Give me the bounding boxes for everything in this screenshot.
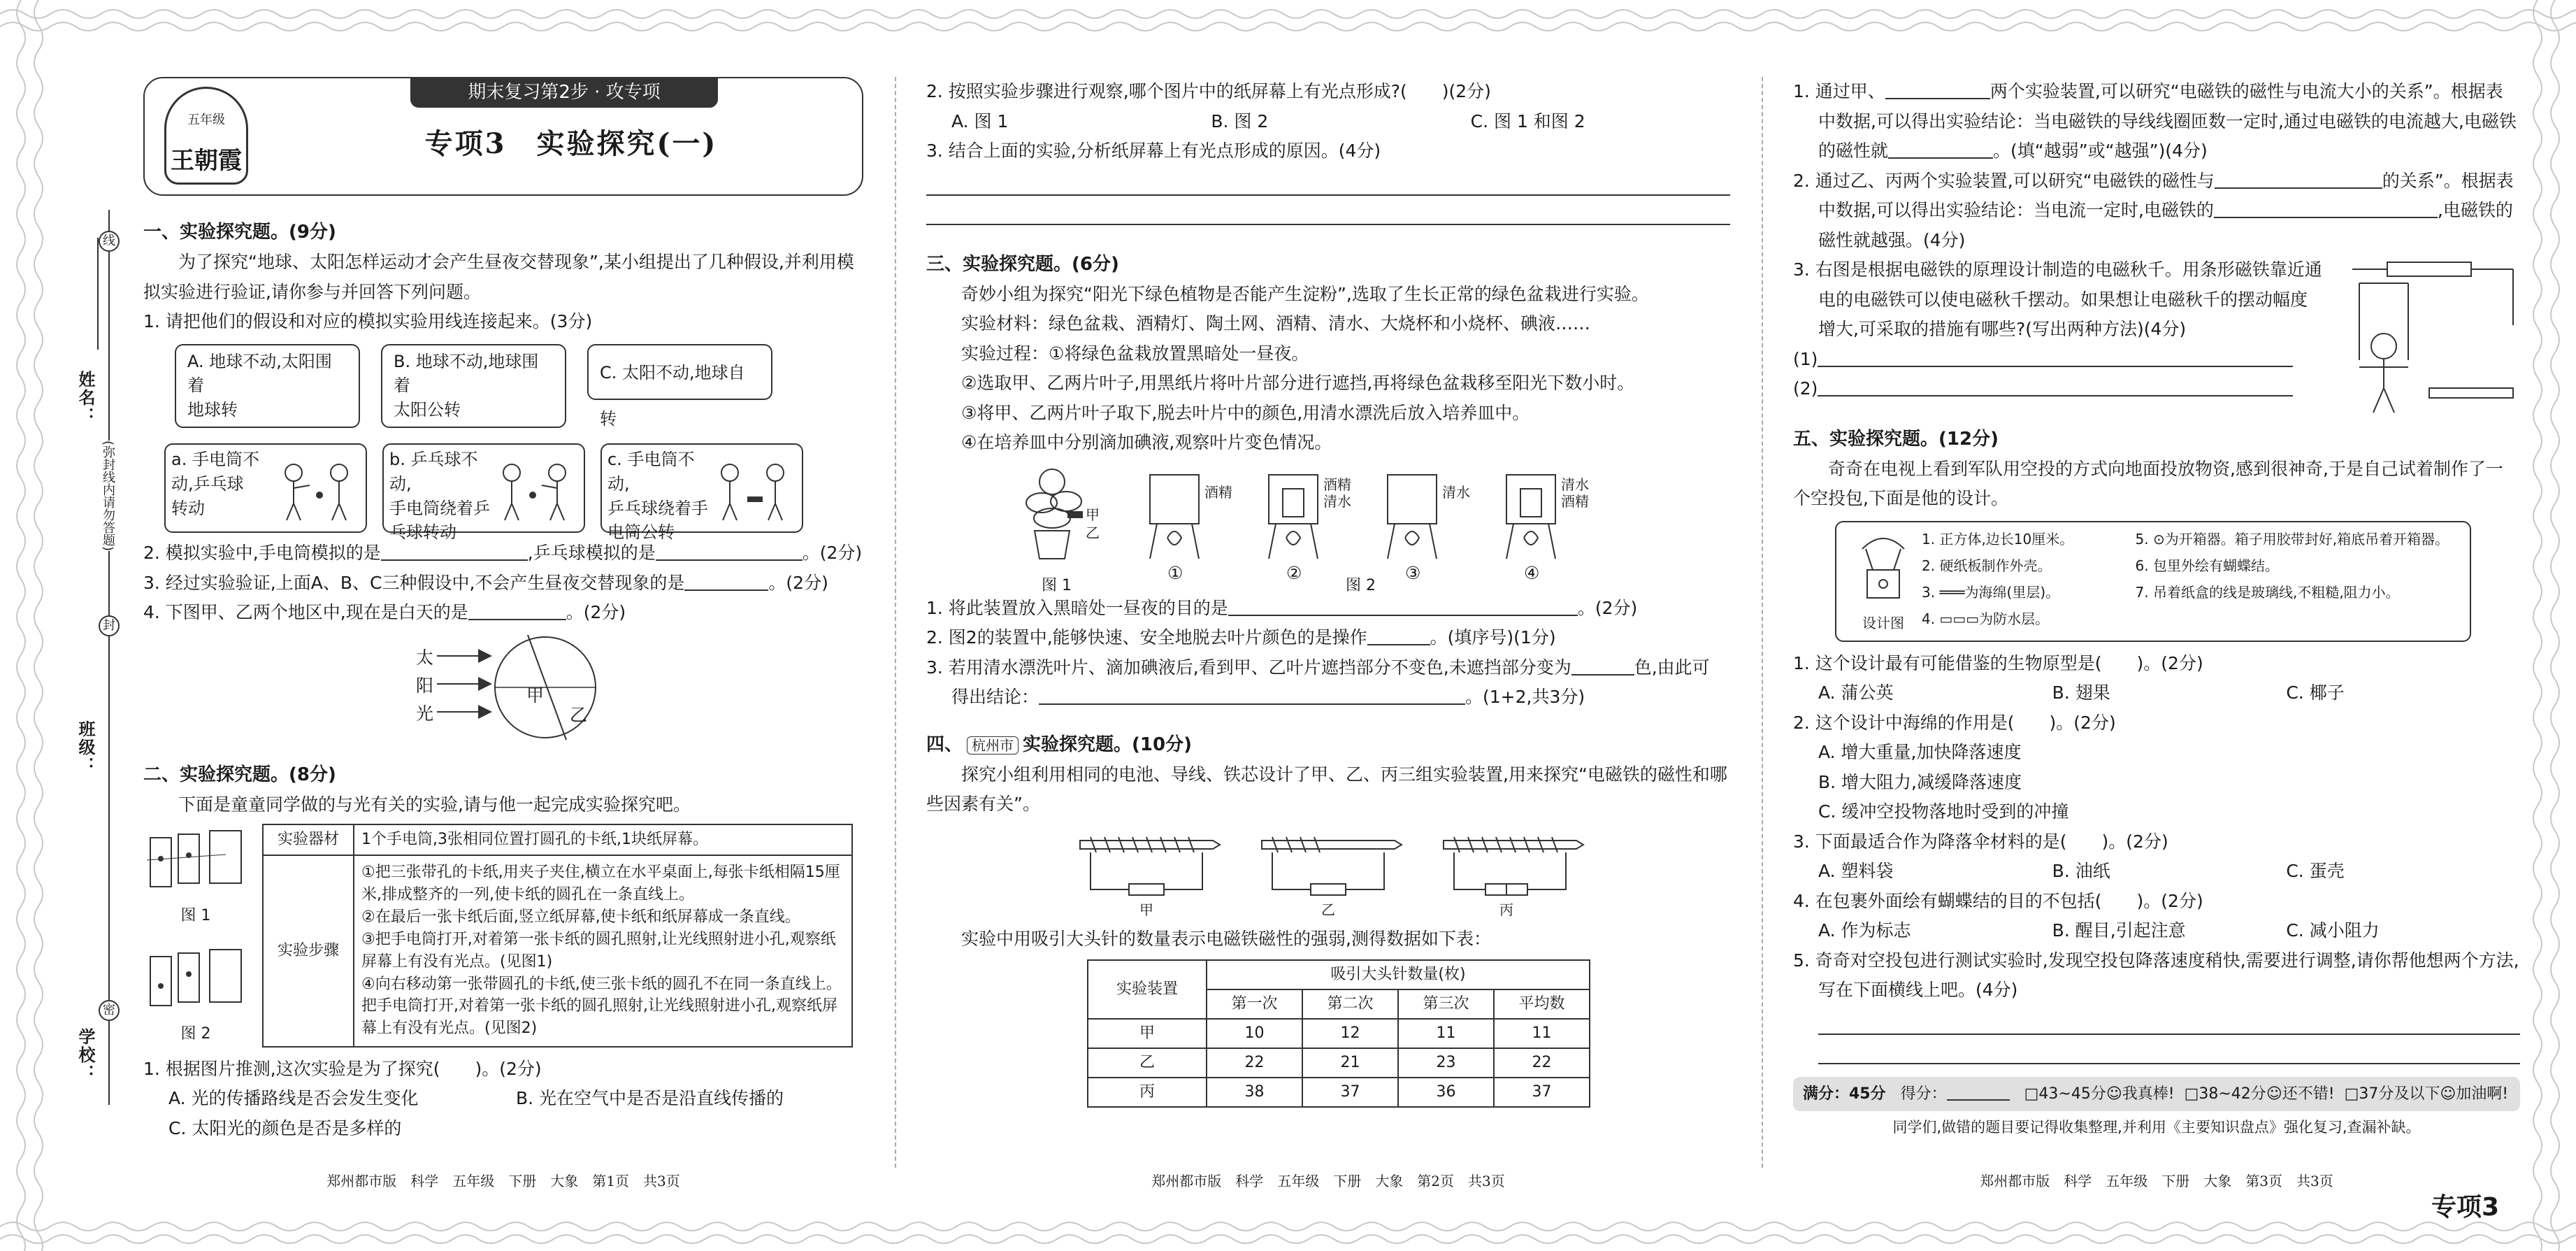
question-text: 3. 结合上面的实验,分析纸屏幕上有光点形成的原因。(4分)	[926, 141, 1381, 161]
table-intro: 实验中用吸引大头针的数量表示电磁铁磁性的强弱,测得数据如下表：	[961, 928, 1491, 949]
smiley-icon: ☺	[2266, 1085, 2282, 1103]
table-header: 第二次	[1302, 989, 1398, 1019]
hypothesis-boxes	[175, 344, 863, 428]
top-wave-border	[0, 0, 2576, 66]
review-ribbon: 期末复习第2步 · 攻专项	[410, 77, 718, 108]
page-column-3	[1793, 77, 2520, 1189]
setup-label: 甲	[1139, 901, 1153, 918]
electromagnet-setups	[1073, 820, 1730, 924]
light-experiment-block	[143, 824, 863, 1048]
section-title: 一、实验探究题。(9分)	[143, 222, 336, 243]
logo-grade: 五年级	[187, 113, 225, 127]
smiley-icon: ☺	[2106, 1085, 2122, 1103]
title-banner	[143, 77, 863, 196]
table-header: 第三次	[1398, 989, 1494, 1019]
card-holes-figure-1	[143, 824, 248, 894]
kids-flashlight-illustration	[494, 460, 578, 523]
hypothesis-a[interactable]: A. 地球不动,太阳围着 地球转	[175, 344, 360, 428]
sun-label: 太	[416, 647, 434, 668]
kids-flashlight-illustration	[712, 460, 796, 523]
score-bar: 满分：45分 得分： □43~45分☺我真棒! □38~42分☺还不错! □37分及以下☺加油啊!	[1793, 1077, 2520, 1111]
page-footer: 郑州都市版 科学 五年级 下册 大象 第1页 共3页	[326, 1173, 680, 1189]
option[interactable]: B. 增大阻力,减缓降落速度	[1818, 771, 2022, 792]
page-footer: 郑州都市版 科学 五年级 下册 大象 第2页 共3页	[1151, 1173, 1505, 1189]
class-label: 班级：	[75, 720, 95, 775]
sun-label: 阳	[416, 675, 434, 696]
question-text: 2. 按照实验步骤进行观察,哪个图片中的纸屏幕上有光点形成?( )(2分)	[926, 81, 1491, 101]
option[interactable]: A. 作为标志	[1818, 920, 1911, 941]
binding-mark-secret: 密	[99, 1000, 120, 1021]
design-note: 5. ⊙为开箱器。箱子用胶带封好,箱底吊着开箱器。	[2135, 530, 2449, 548]
simulation-boxes	[164, 443, 863, 543]
beaker-label: 清水	[1442, 483, 1470, 501]
leaf-jia-label: 甲	[1086, 506, 1100, 523]
table-header: 实验步骤	[263, 855, 354, 1047]
experiment-table	[262, 824, 853, 1048]
name-label: 姓名：	[75, 371, 95, 425]
answer-options	[143, 1114, 863, 1144]
option[interactable]: A. 蒲公英	[1818, 682, 1894, 703]
electromagnetic-swing-icon	[2331, 255, 2520, 423]
hypothesis-b[interactable]: B. 地球不动,地球围着 太阳公转	[381, 344, 566, 428]
design-label: 设计图	[1862, 614, 1904, 631]
beaker-label: 酒精 清水	[1323, 476, 1351, 510]
column-divider	[895, 77, 896, 1168]
table-row: 丙 38 37 36 37	[1088, 1078, 1590, 1107]
answer-options	[926, 107, 1730, 137]
answer-options	[1793, 768, 2520, 798]
section-intro: 奇妙小组为探究“阳光下绿色植物是否能产生淀粉”,选取了生长正常的绿色盆栽进行实验。	[961, 283, 1649, 304]
section-title: 三、实验探究题。(6分)	[926, 253, 1119, 275]
answer-line[interactable]	[926, 196, 1730, 225]
question-text: 1. 请把他们的假设和对应的模拟实验用线连接起来。(3分)	[143, 311, 593, 332]
question-text: 1. 将此装置放入黑暗处一昼夜的目的是 。(2分)	[926, 597, 1638, 618]
answer-line[interactable]	[926, 166, 1730, 196]
option[interactable]: A. 光的传播路线是否会发生变化	[168, 1088, 419, 1109]
design-note: 4. ▭▭▭为防水层。	[1922, 610, 2050, 628]
table-row: 甲 10 12 11 11	[1088, 1019, 1590, 1048]
review-tip: 同学们,做错的题目要记得收集整理,并利用《主要知识盘点》强化复习,查漏补缺。	[1892, 1119, 2421, 1136]
binding-mark-seal: 封	[99, 615, 120, 636]
question-text: 2. 通过乙、丙两个实验装置,可以研究“电磁铁的磁性与 的关系”。根据表中数据,可以得出实验结论：当电流一定时,电磁铁的 ,电磁铁的磁性就越强。(4分)	[1793, 170, 2514, 250]
option[interactable]: B. 光在空气中是否是沿直线传播的	[516, 1088, 784, 1109]
leaf-yi-label: 乙	[1086, 524, 1100, 541]
table-header: 实验装置	[1088, 960, 1207, 1019]
answer-options	[1793, 738, 2520, 768]
figure-caption: 图 1	[180, 906, 211, 924]
question-text: 1. 根据图片推测,这次实验是为了探究( )。(2分)	[143, 1058, 542, 1079]
smiley-icon: ☺	[2440, 1085, 2456, 1103]
simulation-b[interactable]	[382, 443, 585, 543]
option[interactable]: C. 蛋壳	[2286, 861, 2345, 882]
design-note: 6. 包里外绘有蝴蝶结。	[2135, 557, 2279, 574]
step-number: ④	[1524, 562, 1540, 583]
score-tier[interactable]: □43~45分	[2024, 1085, 2106, 1103]
question-text: 3. 经过实验验证,上面A、B、C三种假设中,不会产生昼夜交替现象的是 。(2分)	[143, 572, 828, 593]
option[interactable]: C. 太阳光的颜色是否是多样的	[168, 1117, 402, 1138]
question-text: 3. 右图是根据电磁铁的原理设计制造的电磁秋千。用条形磁铁靠近通电的电磁铁可以使电磁秋千摆动。如果想让电磁秋千的摆动幅度增大,可采取的措施有哪些?(写出两种方法)(4分)	[1793, 259, 2322, 339]
question-text: 得出结论： 。(1+2,共3分)	[951, 687, 1585, 708]
question-text: 4. 下图甲、乙两个地区中,现在是白天的是 。(2分)	[143, 602, 626, 623]
left-wave-border	[0, 0, 70, 1251]
simulation-b-text: b. 乒乓球不动, 手电筒绕着乒 乓球转动	[389, 450, 490, 543]
question-text: 2. 模拟实验中,手电筒模拟的是 ,乒乓球模拟的是 。(2分)	[143, 543, 863, 564]
table-cell: ①把三张带孔的卡纸,用夹子夹住,横立在水平桌面上,每张卡纸相隔15厘米,排成整齐的一列,使卡纸的圆孔在一条直线上。 ②在最后一张卡纸后面,竖立纸屏幕,使卡纸和纸屏幕成一条直线。 ③把手电筒打开,对着第一张卡纸的圆孔照射,让光线照射进小孔,观察纸屏幕上有没有光点。(见图1) ④向右移动第一张带圆孔的卡纸,使三张卡纸的圆孔不在同一条直线上。把手电筒打开,对着第一张卡纸的圆孔照射,让光线照射进小孔,观察纸屏幕上有没有光点。(见图2)	[354, 855, 852, 1047]
question-text: 1. 通过甲、 两个实验装置,可以研究“电磁铁的磁性与电流大小的关系”。根据表中数据,可以得出实验结论：当电磁铁的导线线圈匝数一定时,通过电磁铁的电流越大,电磁铁的磁性就 。(填“越弱”或“越强”)(4分)	[1793, 81, 2517, 161]
option[interactable]: C. 减小阻力	[2286, 920, 2380, 941]
answer-line[interactable]	[1818, 1035, 2520, 1064]
score-tier[interactable]: □37分及以下	[2344, 1085, 2440, 1103]
design-note: 1. 正方体,边长10厘米。	[1922, 530, 2074, 548]
region-yi-label: 乙	[570, 704, 588, 725]
figure-caption: 图 2	[180, 1025, 211, 1043]
page-footer: 郑州都市版 科学 五年级 下册 大象 第3页 共3页	[1980, 1173, 2333, 1189]
option[interactable]: B. 油纸	[2052, 861, 2110, 882]
question-text: 3. 若用清水漂洗叶片、滴加碘液后,看到甲、乙叶片遮挡部分不变色,未遮挡部分变为 色,由此可	[926, 657, 1710, 678]
table-header: 实验器材	[263, 824, 354, 855]
procedure-step: ④在培养皿中分别滴加碘液,观察叶片变色情况。	[961, 432, 1332, 453]
answer-options	[1793, 678, 2520, 708]
step-number: ①	[1167, 562, 1183, 583]
procedure-step: ②选取甲、乙两片叶子,用黑纸片将叶片部分进行遮挡,再将绿色盆栽移至阳光下数小时。	[961, 373, 1635, 394]
page-title: 专项3 实验探究(一)	[424, 127, 718, 160]
procedure-step: ③将甲、乙两片叶子取下,脱去叶片中的颜色,用清水漂洗后放入培养皿中。	[961, 402, 1530, 423]
brand-logo	[164, 87, 248, 185]
step-number: ③	[1405, 562, 1421, 583]
option[interactable]: B. 醒目,引起注意	[2052, 920, 2186, 941]
answer-line[interactable]	[1818, 1006, 2520, 1035]
earth-sunlight-diagram	[416, 628, 863, 747]
airdrop-package-icon	[1852, 528, 1915, 605]
figure-caption: 图 2	[1346, 576, 1376, 594]
table-row: 乙 22 21 23 22	[1088, 1048, 1590, 1078]
corner-topic-label: 专项3	[2431, 1193, 2499, 1222]
school-label: 学校：	[75, 1028, 95, 1082]
table-header: 吸引大头针数量(枚)	[1207, 960, 1590, 989]
column-divider	[1762, 77, 1763, 1168]
table-header: 平均数	[1494, 989, 1590, 1019]
answer-options	[1793, 857, 2520, 887]
option[interactable]: C. 图 1 和图 2	[1470, 110, 1585, 131]
question-text: 2. 图2的装置中,能够快速、安全地脱去叶片颜色的是操作 。(填序号)(1分)	[926, 627, 1556, 648]
earth-globe-icon	[416, 628, 626, 747]
section-title: 二、实验探究题。(8分)	[143, 764, 336, 785]
full-score: 满分：45分	[1803, 1085, 1886, 1103]
option[interactable]: A. 增大重量,加快降落速度	[1818, 742, 2022, 763]
design-figure	[1845, 528, 1922, 635]
hypothesis-c[interactable]: C. 太阳不动,地球自转	[587, 344, 772, 400]
section-intro: 奇奇在电视上看到军队用空投的方式向地面投放物资,感到很神奇,于是自己试着制作了一个空投包,下面是他的设计。	[1793, 458, 2503, 509]
question-text: 3. 下面最适合作为降落伞材料的是( )。(2分)	[1793, 831, 2168, 852]
option[interactable]: A. 塑料袋	[1818, 861, 1894, 882]
sun-label: 光	[416, 703, 434, 724]
section-intro: 为了探究“地球、太阳怎样运动才会产生昼夜交替现象”,某小组提出了几种假设,并利用模拟实验进行验证,请你参与并回答下列问题。	[143, 252, 854, 302]
binding-strip	[66, 210, 143, 1105]
answer-options	[143, 1084, 863, 1114]
score-label: 得分：	[1900, 1085, 1947, 1103]
experiment-figures	[143, 824, 248, 1048]
swing-question	[1793, 255, 2520, 404]
electromagnet-coil-icon	[1073, 820, 1597, 903]
question-text: 5. 奇奇对空投包进行测试实验时,发现空投包降落速度稍快,需要进行调整,请你帮他想两个方法,写在下面横线上吧。(4分)	[1793, 950, 2519, 1001]
binding-mark-line: 线	[99, 231, 120, 252]
answer-line[interactable]: (1)	[1793, 345, 2324, 375]
option[interactable]: B. 图 2	[1211, 110, 1269, 131]
table-header: 第一次	[1207, 989, 1302, 1019]
option[interactable]: C. 椰子	[2286, 682, 2345, 703]
score-tier[interactable]: □38~42分	[2184, 1085, 2266, 1103]
region-jia-label: 甲	[526, 685, 545, 706]
leaf-experiment-figures	[1010, 461, 1730, 594]
step-number: ②	[1286, 562, 1302, 583]
simulation-a[interactable]	[164, 443, 367, 533]
materials-text: 实验材料：绿色盆栽、酒精灯、陶土网、酒精、清水、大烧杯和小烧杯、碘液……	[961, 313, 1591, 334]
beaker-label: 酒精	[1204, 483, 1232, 501]
design-diagram-box	[1835, 521, 2471, 642]
simulation-a-text: a. 手电筒不 动,乒乓球 转动	[171, 450, 259, 518]
procedure-step: 实验过程：①将绿色盆栽放置黑暗处一昼夜。	[961, 343, 1309, 364]
table-cell: 1个手电筒,3张相同位置打圆孔的卡纸,1块纸屏幕。	[354, 824, 852, 855]
answer-options	[1793, 797, 2520, 827]
page-column-1	[143, 77, 863, 1189]
section-intro: 探究小组利用相同的电池、导线、铁芯设计了甲、乙、丙三组实验装置,用来探究“电磁铁的磁性和哪些因素有关”。	[926, 764, 1727, 815]
section-title: 五、实验探究题。(12分)	[1793, 428, 1999, 450]
figure-caption: 图 1	[1042, 576, 1072, 594]
design-note: 3. ═══为海绵(里层)。	[1922, 584, 2060, 601]
region-tag: 杭州市	[967, 736, 1019, 755]
question-text: 1. 这个设计最有可能借鉴的生物原型是( )。(2分)	[1793, 652, 2203, 673]
question-text: 4. 在包裹外面绘有蝴蝶结的目的不包括( )。(2分)	[1793, 890, 2203, 911]
simulation-c-text: c. 手电筒不动, 乒乓球绕着手 电筒公转	[607, 450, 708, 543]
bottom-wave-border	[0, 1185, 2576, 1251]
design-notes	[1922, 528, 2461, 635]
section-intro: 下面是童童同学做的与光有关的实验,请与他一起完成实验探究吧。	[178, 794, 691, 815]
magnet-data-table	[1087, 959, 1590, 1107]
option[interactable]: C. 缓冲空投物落地时受到的冲撞	[1818, 801, 2069, 822]
answer-options	[1793, 916, 2520, 946]
simulation-c[interactable]	[600, 443, 803, 543]
answer-line[interactable]: (2)	[1793, 374, 2324, 404]
section-title: 四、 杭州市 实验探究题。(10分)	[926, 734, 1192, 755]
card-holes-figure-2	[143, 943, 248, 1013]
option[interactable]: B. 翅果	[2052, 682, 2110, 703]
score-field[interactable]	[1947, 1084, 2010, 1101]
design-note: 7. 吊着纸盒的线是玻璃线,不粗糙,阻力小。	[2135, 584, 2400, 601]
logo-text: 王朝霞	[171, 146, 242, 175]
seal-line-note: (弥封线内请勿答题)	[94, 441, 115, 551]
beaker-label: 清水 酒精	[1561, 476, 1589, 510]
question-text: 2. 这个设计中海绵的作用是( )。(2分)	[1793, 712, 2116, 733]
kids-flashlight-illustration	[276, 460, 360, 523]
design-note: 2. 硬纸板制作外壳。	[1922, 557, 2052, 574]
setup-label: 乙	[1321, 901, 1335, 918]
setup-label: 丙	[1499, 901, 1513, 918]
page-column-2	[926, 77, 1730, 1189]
option[interactable]: A. 图 1	[951, 110, 1009, 131]
